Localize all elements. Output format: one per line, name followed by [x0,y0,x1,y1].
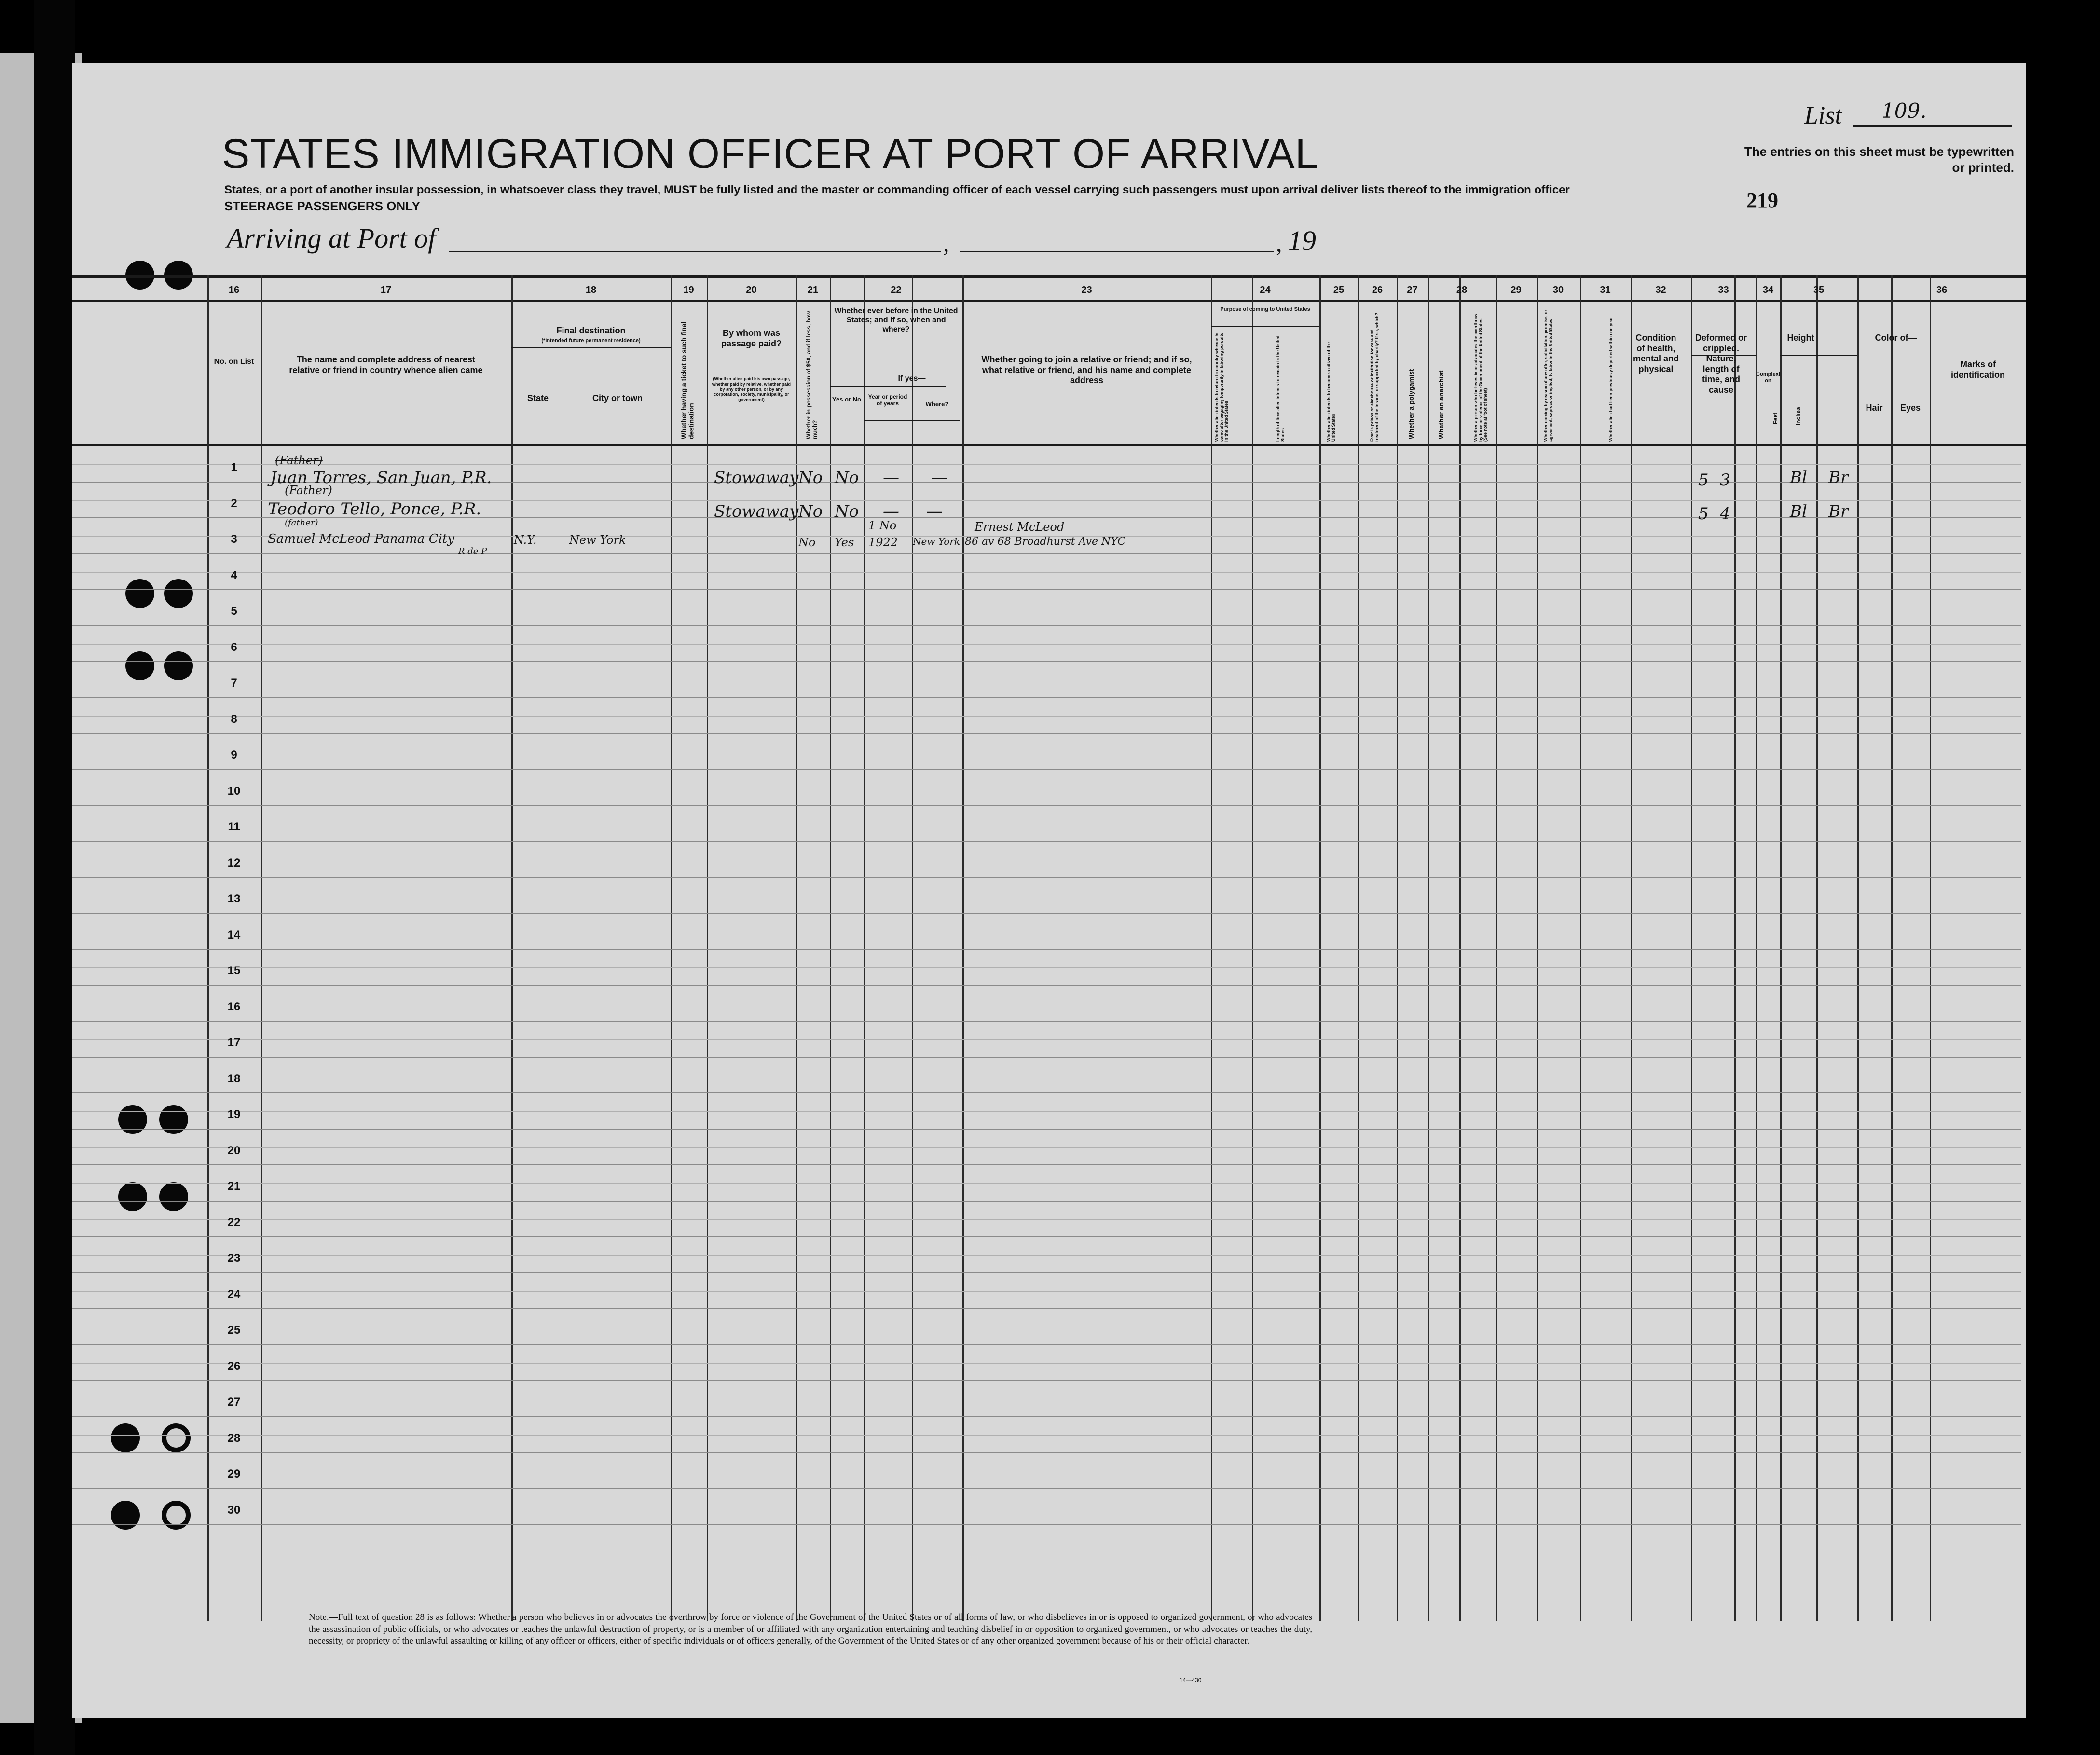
table-row-guide [72,1435,2021,1436]
table-row [72,769,2021,770]
colnum-32: 32 [1655,285,1666,295]
entry-1-eyes: Br [1828,468,1849,487]
header-q30: Whether alien had been previously deported within one year [1608,317,1613,442]
header-polygamist: Whether a polygamist [1407,369,1415,439]
row-number: 12 [227,856,241,870]
row-number: 26 [227,1359,241,1373]
header-inches: Inches [1795,407,1802,426]
arriving-label: Arriving at Port of [227,222,436,254]
entry-3-relative: Samuel McLeod Panama City [268,532,454,546]
colnum-34: 34 [1762,285,1774,295]
entry-3-ever-before: Yes [835,536,854,549]
table-row [72,1021,2021,1022]
entry-3-fifty: No [798,536,816,549]
entry-3-joining: Ernest McLeod [975,520,1065,534]
row-number: 8 [231,712,237,726]
table-row [72,589,2021,590]
colnum-20: 20 [746,285,757,295]
header-ticket: Whether having a ticket to such final destination [680,321,695,439]
colnum-18: 18 [585,285,597,295]
row-number: 15 [227,964,241,977]
entry-2-inches: 4 [1720,504,1730,524]
entry-1-year: — [883,468,899,487]
entry-2-fifty: No [798,502,823,521]
list-label: List [1804,102,1842,129]
year-prefix: 19 [1288,225,1316,256]
arriving-comma-2: , [1276,230,1282,257]
colnum-28: 28 [1456,285,1468,295]
entry-2-feet: 5 [1698,504,1709,524]
header-final-destination: Final destination [556,326,626,335]
arriving-port-line [449,251,941,252]
table-row [72,1201,2021,1202]
entry-3-state: N.Y. [514,533,537,547]
table-row-guide [72,716,2021,717]
header-by-whom-note: (Whether alien paid his own passage, whether paid by relative, whether paid by any other person, or by any corporation, society, municipality, or government) [712,376,791,402]
entry-3-joining-line2: 86 av 68 Broadhurst Ave NYC [965,536,1126,548]
colnum-17: 17 [380,285,392,295]
row-number: 7 [231,677,237,690]
header-feet: Feet [1771,412,1779,425]
binding-bar [34,0,75,1755]
table-row [72,841,2021,842]
table-row [72,1416,2021,1417]
colnum-24: 24 [1260,285,1271,295]
header-deformed: Deformed or crippled. Nature, length of time, and cause [1695,333,1747,395]
table-row-guide [72,1255,2021,1256]
header-yes-no: Yes or No [832,396,861,403]
header-where: Where? [925,401,949,408]
entry-2-relation: (Father) [285,484,332,497]
colnum-33: 33 [1718,285,1729,295]
row-number: 3 [231,533,237,546]
entry-1-feet: 5 [1698,470,1709,490]
colnum-31: 31 [1600,285,1611,295]
header-q28: Whether a person who believes in or advocates the overthrow by force or violence of the Government of the United States (See note at foot of sheet) [1473,313,1488,442]
entry-3-year-line2: 1922 [868,536,898,549]
header-prison: Ever in prison or almshouse or institution for care and treatment of the insane, or supported by charity? If so, which? [1370,312,1379,442]
entry-1-paid-by: Stowaway [714,468,799,487]
entry-3-year: 1 No [868,519,897,532]
entry-3-where: New York [913,536,960,547]
entry-1-hair: Bl [1790,468,1807,487]
header-name-address: The name and complete address of nearest relative or friend in country whence alien came [289,355,483,375]
table-row [72,625,2021,626]
table-row-guide [72,1111,2021,1112]
table-row-guide [72,1039,2021,1040]
colnum-25: 25 [1333,285,1345,295]
steerage-label: STEERAGE PASSENGERS ONLY [224,199,420,213]
row-number: 28 [227,1431,241,1445]
table-row-guide [72,967,2021,968]
table-row-guide [72,572,2021,573]
header-hair: Hair [1866,403,1883,413]
manifest-table [72,275,2026,1626]
header-purpose-a: Whether alien intends to return to country whence he came after engaging temporarily in laboring pursuits in the United States [1214,331,1229,442]
table-row [72,1272,2021,1273]
header-joining: Whether going to join a relative or friend; and if so, what relative or friend, and his name and complete address [981,355,1192,386]
entry-2-hair: Bl [1790,502,1807,521]
entry-2-paid-by: Stowaway [714,502,799,521]
entry-1-relative: Juan Torres, San Juan, P.R. [270,468,492,487]
colnum-36: 36 [1936,285,1948,295]
table-row [72,1129,2021,1130]
header-eyes: Eyes [1900,403,1921,413]
row-number: 10 [227,784,241,798]
subheader-line [1780,355,1857,356]
arriving-date-line [960,251,1274,252]
right-edge [2026,0,2100,1755]
table-top-rule [72,275,2026,278]
row-number: 24 [227,1287,241,1301]
table-row [72,1236,2021,1237]
header-color-of: Color of— [1875,333,1917,343]
subheader-line [864,420,960,421]
header-year-period: Year or period of years [868,393,907,407]
entry-2-year: — [883,502,899,521]
table-row [72,1092,2021,1093]
colnum-26: 26 [1372,285,1383,295]
header-subline: States, or a port of another insular possession, in whatsoever class they travel, MUST be fully listed and the master or commanding officer of each vessel carrying such passengers must upon arrival deliver lists thereof to the immigration officer [224,183,1570,196]
header-height: Height [1787,333,1814,343]
arriving-comma: , [943,230,949,257]
header-possession-50: Whether in possession of $50, and if less, how much? [805,311,819,439]
page-number: 219 [1746,189,1778,212]
table-row [72,805,2021,806]
table-row [72,877,2021,878]
entry-2-eyes: Br [1828,502,1849,521]
table-row [72,1164,2021,1165]
entry-1-inches: 3 [1720,470,1730,490]
table-row-guide [72,1363,2021,1364]
list-line [1853,125,2012,127]
row-number: 6 [231,640,237,654]
form-number: 14—430 [1180,1677,1202,1684]
header-purpose: Purpose of coming to United States [1220,306,1310,312]
row-number: 19 [227,1108,241,1121]
typewritten-notice: The entries on this sheet must be typewritten or printed. [1744,144,2014,175]
colnum-23: 23 [1081,285,1092,295]
colnum-22: 22 [891,285,902,295]
row-number: 14 [227,928,241,941]
entry-1-relation: (Father) [275,454,323,467]
colnum-29: 29 [1510,285,1522,295]
header-if-yes: If yes— [898,374,926,383]
subheader-line [830,386,946,387]
row-number: 4 [231,568,237,582]
entry-2-where: — [926,502,943,521]
manifest-page [72,63,2026,1718]
table-row [72,1488,2021,1489]
subheader-line [1211,326,1319,327]
row-number: 27 [227,1396,241,1409]
entry-3-relation: (father) [285,518,318,528]
table-row [72,913,2021,914]
row-number: 16 [227,1000,241,1013]
table-row-guide [72,1147,2021,1148]
row-number: 25 [227,1324,241,1337]
colnum-16: 16 [228,285,240,295]
row-number: 21 [227,1180,241,1193]
header-by-whom: By whom was passage paid? [721,328,782,348]
header-condition: Condition of health, mental and physical [1633,333,1679,374]
table-row [72,1524,2021,1525]
table-row [72,1057,2021,1058]
entry-1-fifty: No [798,468,823,487]
table-row [72,553,2021,554]
row-number: 23 [227,1252,241,1265]
table-row [72,733,2021,734]
colnum-19: 19 [683,285,694,295]
entry-3-city: New York [569,533,626,547]
colnum-35: 35 [1813,285,1825,295]
table-rows [72,446,2026,1619]
table-row [72,949,2021,950]
table-row [72,1380,2021,1381]
header-ever-before: Whether ever before in the United States; and if so, when and where? [834,307,958,334]
entry-2-relative: Teodoro Tello, Ponce, P.R. [268,499,481,519]
header-state: State [527,393,549,403]
subheader-line [511,347,671,348]
table-row-guide [72,1219,2021,1220]
entry-1-ever-before: No [835,468,859,487]
row-number: 30 [227,1503,241,1517]
colnum-21: 21 [807,285,819,295]
question-28-note: Note.—Full text of question 28 is as follows: Whether a person who believes in or advocates the overthrow by force or violence of the Government of the United States or of all forms of law, or who disbelieves in or is opposed to organized government, or who advocates the assassination of public officials, or who advocates or teaches the unlawful destruction of property, or is a member of or affiliated with any organization entertaining and teaching disbelief in or opposition to organized government, or who advocates or teaches the duty, necessity, or propriety of the unlawful assaulting or killing of any officer or officers, either of specific individuals or of officers generally, of the Government of the United States or of any other organized government because of his or their official character. [309,1612,1312,1646]
table-row-guide [72,1291,2021,1292]
header-q29: Whether coming by reason of any offer, solicitation, promise, or agreement, express or implied, to labor in the United States [1543,309,1553,442]
header-city-town: City or town [592,393,643,403]
table-row [72,661,2021,662]
colnum-27: 27 [1407,285,1418,295]
row-number: 17 [227,1036,241,1049]
entry-1-where: — [931,468,947,487]
colnum-30: 30 [1552,285,1564,295]
header-final-destination-note: (*Intended future permanent residence) [541,338,641,344]
row-number: 1 [231,461,237,474]
table-row [72,1452,2021,1453]
table-row [72,697,2021,698]
page-title: STATES IMMIGRATION OFFICER AT PORT OF ARRIVAL [222,131,1319,177]
header-purpose-b: Length of time alien intends to remain in the United States [1276,335,1285,442]
table-row [72,1308,2021,1309]
table-row [72,985,2021,986]
table-row-guide [72,644,2021,645]
header-anarchist: Whether an anarchist [1437,370,1445,439]
row-number: 13 [227,892,241,905]
row-number: 2 [231,497,237,510]
row-number: 11 [228,820,240,833]
row-number: 20 [227,1144,241,1157]
header-no-on-list: No. on List [214,358,254,366]
entry-2-ever-before: No [835,502,859,521]
row-number: 5 [231,605,237,618]
header-purpose-c: Whether alien intends to become a citizen of the United States [1326,342,1336,442]
table-row-guide [72,464,2021,465]
row-number: 29 [227,1467,241,1480]
entry-3-relative-line2: R de P [458,546,487,556]
header-complexion: Complexion [1756,372,1780,384]
header-marks: Marks of identification [1951,359,2005,380]
row-number: 18 [227,1072,241,1085]
list-value: 109. [1881,99,1927,123]
table-row [72,1344,2021,1345]
colnum-rule [72,300,2026,302]
table-row-guide [72,1183,2021,1184]
row-number: 22 [227,1216,241,1229]
row-number: 9 [231,748,237,761]
